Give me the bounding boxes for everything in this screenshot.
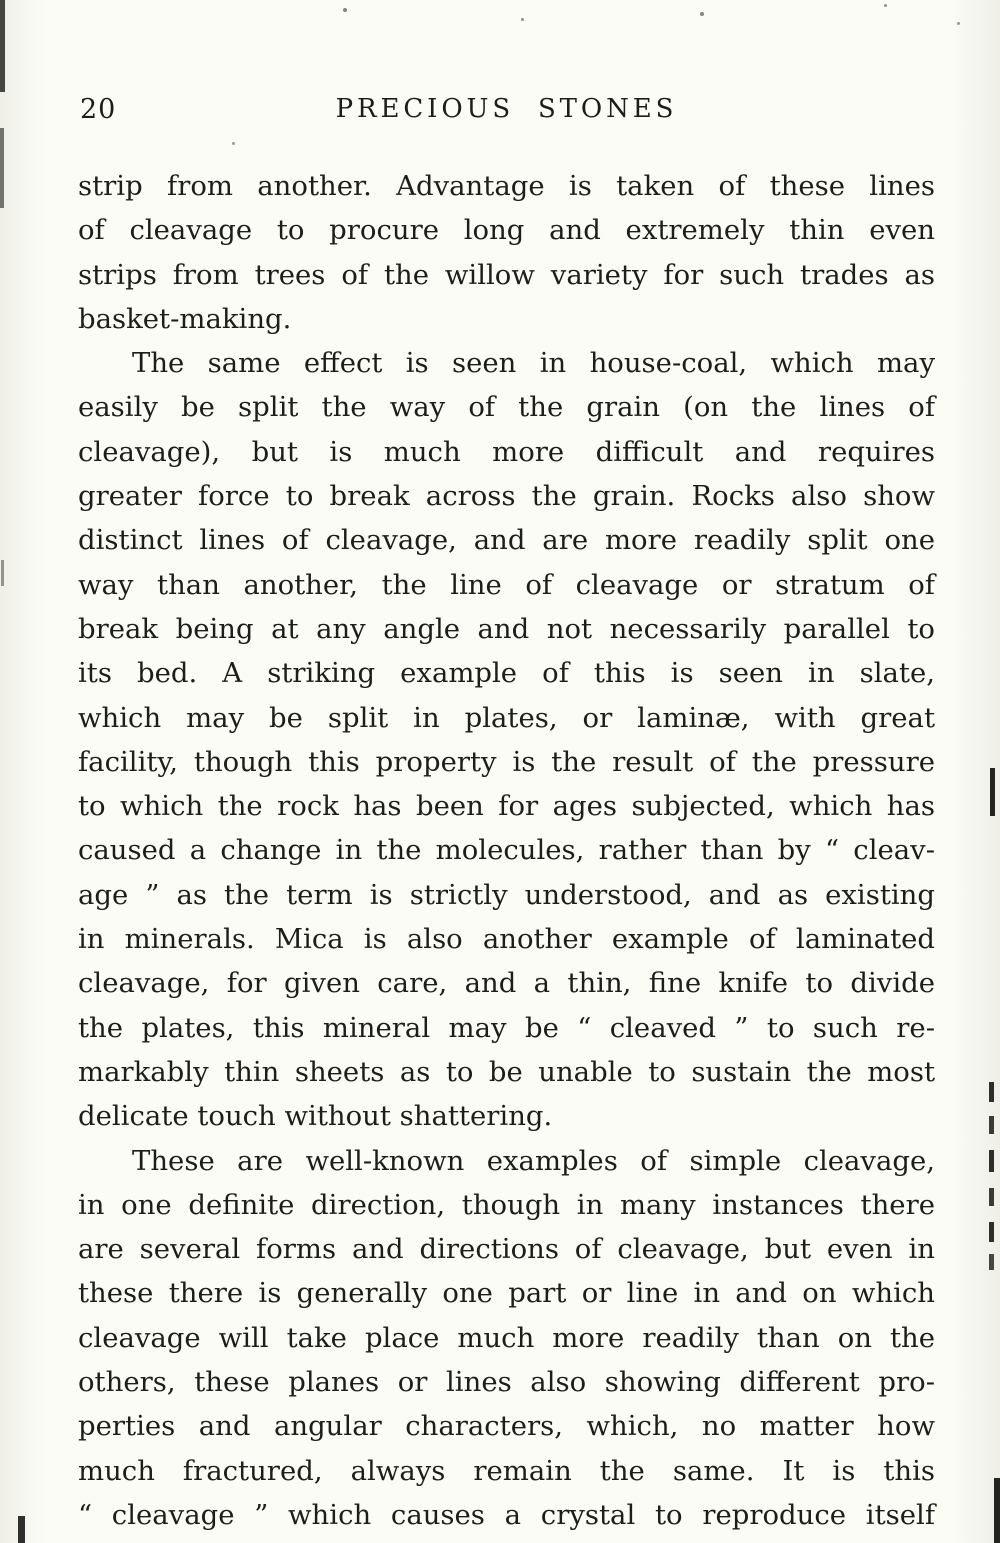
- text-line: cleavage will take place much more readily than on the: [78, 1321, 935, 1354]
- text-line: cleavage), but is much more difficult and requires: [78, 435, 935, 468]
- scan-artifact: [989, 1150, 994, 1172]
- scan-speck: [957, 22, 960, 25]
- text-line: are several forms and directions of cleavage, but even in: [78, 1233, 935, 1266]
- scan-artifact: [0, 0, 5, 92]
- text-line: way than another, the line of cleavage or stratum of: [78, 568, 935, 601]
- text-line: distinct lines of cleavage, and are more readily split one: [78, 524, 935, 557]
- text-line: greater force to break across the grain. Rocks also show: [78, 480, 935, 513]
- scan-speck: [884, 4, 887, 7]
- scan-artifact: [1, 560, 4, 586]
- body-text: [78, 164, 935, 1537]
- text-line: which may be split in plates, or laminæ, with great: [78, 701, 935, 734]
- text-line: These are well-known examples of simple cleavage,: [132, 1144, 935, 1177]
- text-line: age ” as the term is strictly understood, and as existing: [78, 878, 935, 911]
- text-line: strip from another. Advantage is taken of these lines: [78, 170, 935, 202]
- running-title: PRECIOUS STONES: [335, 94, 678, 124]
- text-line: caused a change in the molecules, rather than by “ cleav-: [78, 834, 935, 867]
- text-line: in minerals. Mica is also another example of laminated: [78, 923, 935, 956]
- text-line: strips from trees of the willow variety for such trades as: [78, 258, 935, 291]
- scan-artifact: [994, 1478, 1000, 1543]
- text-line: The same effect is seen in house-coal, which may: [132, 347, 935, 380]
- text-line: perties and angular characters, which, no matter how: [78, 1410, 935, 1443]
- scan-artifact: [989, 1188, 994, 1206]
- text-line: “ cleavage ” which causes a crystal to reproduce itself: [78, 1498, 935, 1531]
- scan-artifact: [989, 1116, 994, 1134]
- text-line: the plates, this mineral may be “ cleaved ” to such re-: [78, 1011, 935, 1044]
- text-line: its bed. A striking example of this is seen in slate,: [78, 657, 935, 690]
- scan-speck: [521, 18, 524, 21]
- text-line: easily be split the way of the grain (on the lines of: [78, 391, 935, 424]
- text-line: cleavage, for given care, and a thin, fine knife to divide: [78, 967, 935, 1000]
- scan-artifact: [989, 1222, 994, 1242]
- scan-artifact: [18, 1516, 25, 1543]
- text-line: these there is generally one part or line in and on which: [78, 1277, 935, 1310]
- text-line: basket-making.: [78, 302, 292, 335]
- text-line: to which the rock has been for ages subjected, which has: [78, 790, 935, 823]
- text-line: of cleavage to procure long and extremely thin even: [78, 214, 935, 247]
- page-header: [78, 94, 935, 124]
- scan-speck: [343, 8, 347, 12]
- scan-artifact: [989, 1254, 994, 1270]
- scan-artifact: [0, 128, 4, 208]
- scan-speck: [232, 142, 235, 145]
- page-number: 20: [80, 94, 117, 125]
- scan-speck: [700, 12, 704, 16]
- text-line: break being at any angle and not necessarily parallel to: [78, 612, 935, 645]
- text-line: in one definite direction, though in many instances there: [78, 1188, 935, 1221]
- text-line: facility, though this property is the result of the pressure: [78, 745, 935, 778]
- text-line: delicate touch without shattering.: [78, 1100, 553, 1133]
- scan-artifact: [990, 768, 995, 816]
- scan-artifact: [989, 1082, 994, 1102]
- text-line: markably thin sheets as to be unable to sustain the most: [78, 1055, 935, 1088]
- text-line: others, these planes or lines also showing different pro-: [78, 1366, 935, 1399]
- text-line: much fractured, always remain the same. It is this: [78, 1454, 935, 1487]
